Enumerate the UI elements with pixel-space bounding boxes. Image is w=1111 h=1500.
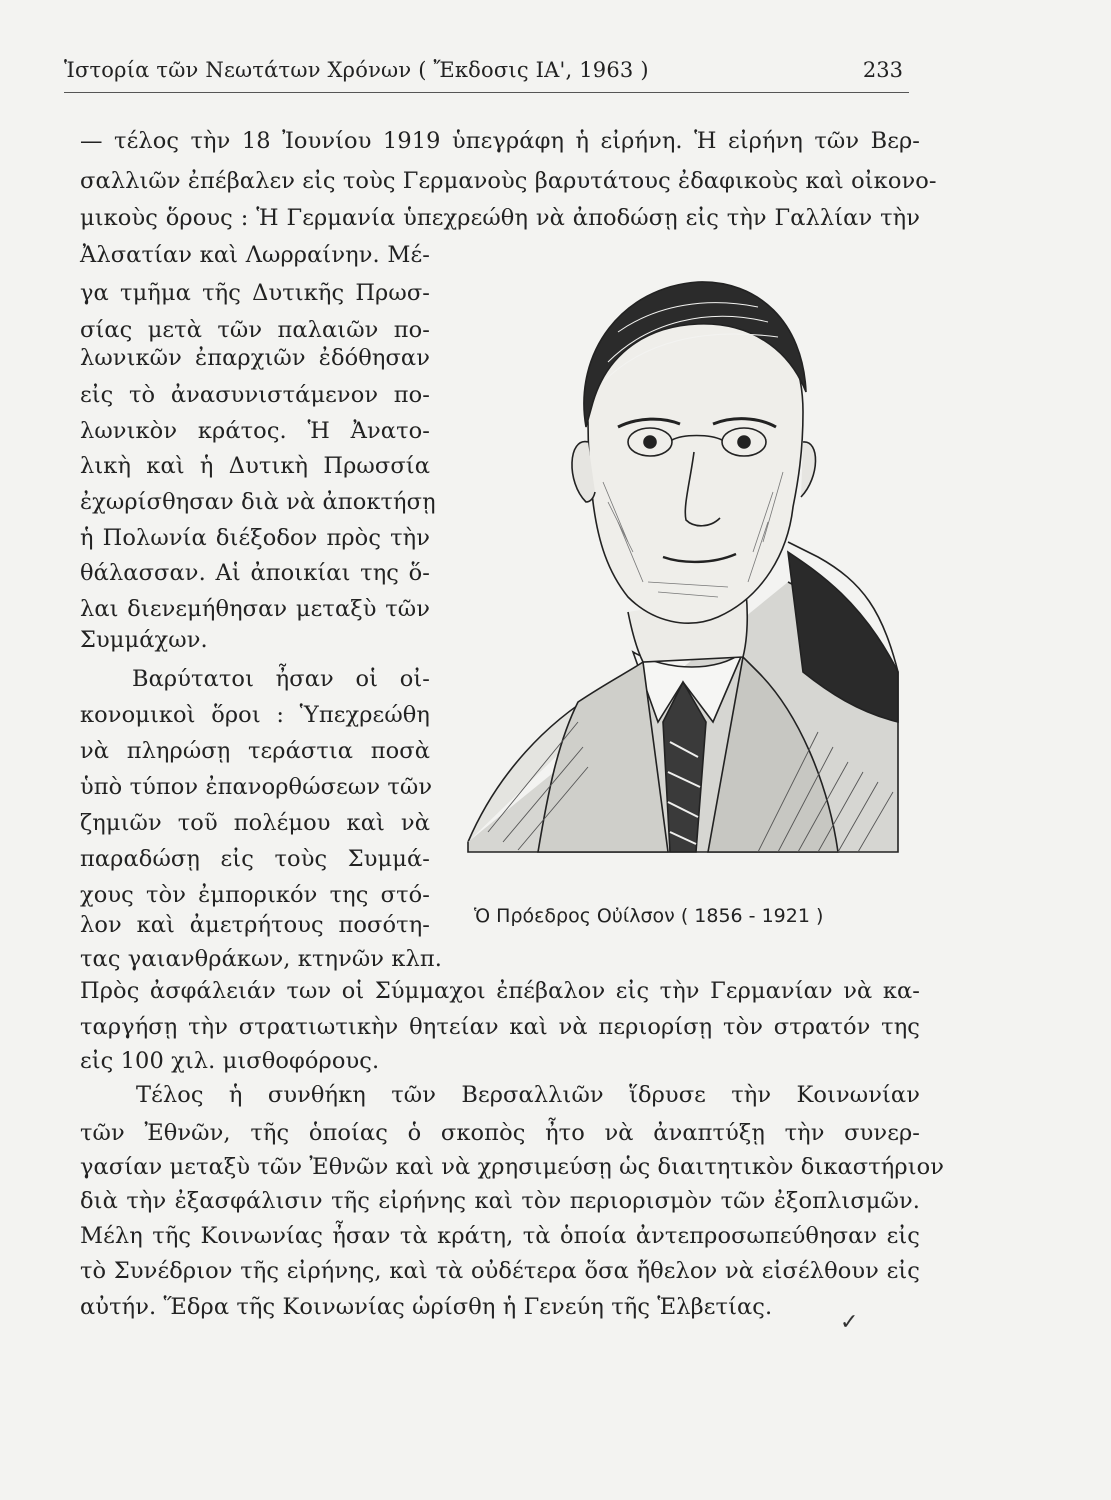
text-line: ὑπὸ τύπον ἐπανορθώσεων τῶν bbox=[80, 774, 433, 800]
text-line: γασίαν μεταξὺ τῶν Ἐθνῶν καὶ νὰ χρησιμεύσῃ ὡς διαιτητικὸν δικαστήριον bbox=[80, 1154, 945, 1180]
text-line: λαι διενεμήθησαν μεταξὺ τῶν bbox=[80, 596, 430, 622]
header-rule bbox=[64, 92, 909, 93]
text-line: λικὴ καὶ ἡ Δυτικὴ Πρωσσία bbox=[80, 453, 430, 479]
text-line: Συμμάχων. bbox=[80, 627, 208, 653]
text-line: Βαρύτατοι ἦσαν οἱ οἰ- bbox=[132, 666, 430, 692]
text-line: λον καὶ ἀμετρήτους ποσότη- bbox=[80, 912, 430, 938]
text-line: ἡ Πολωνία διέξοδον πρὸς τὴν bbox=[80, 525, 430, 551]
text-line: νὰ πληρώσῃ τεράστια ποσὰ bbox=[80, 738, 430, 764]
text-line: μικοὺς ὅρους : Ἡ Γερμανία ὑπεχρεώθη νὰ ἀποδώσῃ εἰς τὴν Γαλλίαν τὴν bbox=[80, 205, 920, 231]
text-line: κονομικοὶ ὅροι : Ὑπεχρεώθη bbox=[80, 702, 430, 728]
text-line: Μέλη τῆς Κοινωνίας ἦσαν τὰ κράτη, τὰ ὁποία ἀντεπροσωπεύθησαν εἰς bbox=[80, 1223, 920, 1249]
page-number: 233 bbox=[862, 58, 903, 82]
text-line: αὐτήν. Ἕδρα τῆς Κοινωνίας ὡρίσθη ἡ Γενεύη τῆς Ἑλβετίας. bbox=[80, 1294, 773, 1320]
portrait-illustration bbox=[458, 252, 908, 892]
text-line: τας γαιανθράκων, κτηνῶν κλπ. bbox=[80, 946, 442, 972]
text-line: εἰς 100 χιλ. μισθοφόρους. bbox=[80, 1048, 380, 1074]
text-line: τῶν Ἐθνῶν, τῆς ὁποίας ὁ σκοπὸς ἦτο νὰ ἀναπτύξῃ τὴν συνερ- bbox=[80, 1120, 920, 1146]
text-line: σίας μετὰ τῶν παλαιῶν πο- bbox=[80, 317, 430, 343]
pencil-check-mark: ✓ bbox=[840, 1310, 859, 1335]
text-line: διὰ τὴν ἐξασφάλισιν τῆς εἰρήνης καὶ τὸν περιορισμὸν τῶν ἐξοπλισμῶν. bbox=[80, 1188, 920, 1214]
text-line: ταργήσῃ τὴν στρατιωτικὴν θητείαν καὶ νὰ περιορίσῃ τὸν στρατόν της bbox=[80, 1014, 920, 1040]
text-line: — τέλος τὴν 18 Ἰουνίου 1919 ὑπεγράφη ἡ εἰρήνη. Ἡ εἰρήνη τῶν Βερ- bbox=[80, 128, 920, 154]
text-line: θάλασσαν. Αἱ ἀποικίαι της ὅ- bbox=[80, 560, 430, 586]
text-line: τὸ Συνέδριον τῆς εἰρήνης, καὶ τὰ οὐδέτερα ὅσα ἤθελον νὰ εἰσέλθουν εἰς bbox=[80, 1258, 920, 1284]
text-line: γα τμῆμα τῆς Δυτικῆς Πρωσ- bbox=[80, 280, 430, 306]
text-line: εἰς τὸ ἀνασυνιστάμενον πο- bbox=[80, 382, 430, 408]
text-line: Πρὸς ἀσφάλειάν των οἱ Σύμμαχοι ἐπέβαλον εἰς τὴν Γερμανίαν νὰ κα- bbox=[80, 978, 920, 1004]
text-line: Ἀλσατίαν καὶ Λωρραίνην. Μέ- bbox=[80, 242, 430, 268]
text-line: λωνικῶν ἐπαρχιῶν ἐδόθησαν bbox=[80, 345, 430, 371]
text-line: παραδώσῃ εἰς τοὺς Συμμά- bbox=[80, 846, 430, 872]
text-line: ζημιῶν τοῦ πολέμου καὶ νὰ bbox=[80, 810, 430, 836]
text-line: λωνικὸν κράτος. Ἡ Ἀνατο- bbox=[80, 418, 430, 444]
running-header bbox=[64, 56, 909, 96]
figure-caption: Ὁ Πρόεδρος Οὐίλσον ( 1856 - 1921 ) bbox=[474, 905, 824, 927]
text-line: χους τὸν ἐμπορικόν της στό- bbox=[80, 882, 430, 908]
text-line: Τέλος ἡ συνθήκη τῶν Βερσαλλιῶν ἵδρυσε τὴν Κοινωνίαν bbox=[136, 1082, 920, 1108]
text-line: σαλλιῶν ἐπέβαλεν εἰς τοὺς Γερμανοὺς βαρυτάτους ἐδαφικοὺς καὶ οἰκονο- bbox=[80, 168, 937, 194]
text-line: ἐχωρίσθησαν διὰ νὰ ἀποκτήσῃ bbox=[80, 489, 436, 515]
running-title: Ἱστορία τῶν Νεωτάτων Χρόνων ( Ἔκδοσις ΙΑ', 1963 ) bbox=[64, 58, 649, 82]
